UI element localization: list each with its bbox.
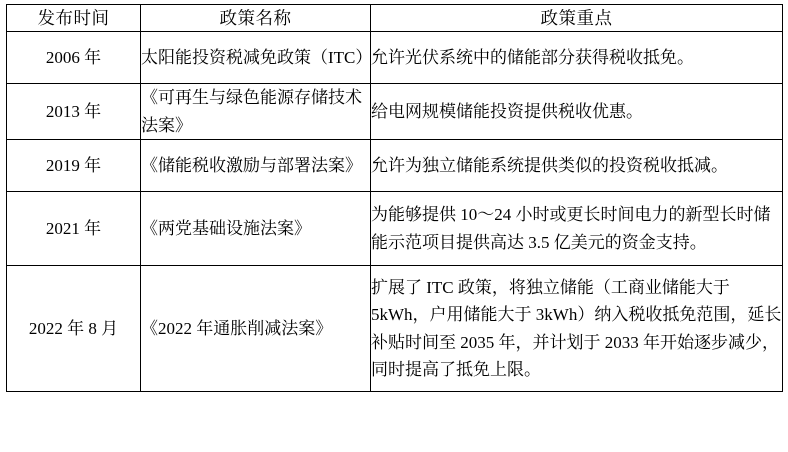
table-row — [7, 32, 783, 84]
cell-date: 2006 年 — [7, 32, 141, 84]
column-header-date: 发布时间 — [7, 5, 141, 32]
policy-table — [6, 4, 783, 392]
cell-date: 2022 年 8 月 — [7, 266, 141, 392]
cell-policy-name: 太阳能投资税减免政策（ITC） — [141, 32, 371, 84]
cell-policy-focus: 为能够提供 10～24 小时或更长时间电力的新型长时储能示范项目提供高达 3.5 亿美元的资金支持。 — [371, 192, 783, 266]
table-header — [7, 5, 783, 32]
cell-policy-focus: 允许为独立储能系统提供类似的投资税收抵减。 — [371, 140, 783, 192]
cell-policy-focus: 给电网规模储能投资提供税收优惠。 — [371, 84, 783, 140]
table-row — [7, 192, 783, 266]
document-page — [0, 4, 788, 452]
cell-date: 2019 年 — [7, 140, 141, 192]
table-row — [7, 84, 783, 140]
cell-policy-name: 《储能税收激励与部署法案》 — [141, 140, 371, 192]
table-row — [7, 266, 783, 392]
table-row — [7, 140, 783, 192]
cell-policy-name: 《2022 年通胀削减法案》 — [141, 266, 371, 392]
cell-policy-name: 《两党基础设施法案》 — [141, 192, 371, 266]
header-row — [7, 5, 783, 32]
cell-date: 2021 年 — [7, 192, 141, 266]
column-header-focus: 政策重点 — [371, 5, 783, 32]
cell-date: 2013 年 — [7, 84, 141, 140]
cell-policy-focus: 扩展了 ITC 政策，将独立储能（工商业储能大于 5kWh，户用储能大于 3kWh）纳入税收抵免范围，延长补贴时间至 2035 年，并计划于 2033 年开始逐步减少，同时提高了抵免上限。 — [371, 266, 783, 392]
table-body — [7, 32, 783, 392]
cell-policy-name: 《可再生与绿色能源存储技术法案》 — [141, 84, 371, 140]
cell-policy-focus: 允许光伏系统中的储能部分获得税收抵免。 — [371, 32, 783, 84]
column-header-name: 政策名称 — [141, 5, 371, 32]
